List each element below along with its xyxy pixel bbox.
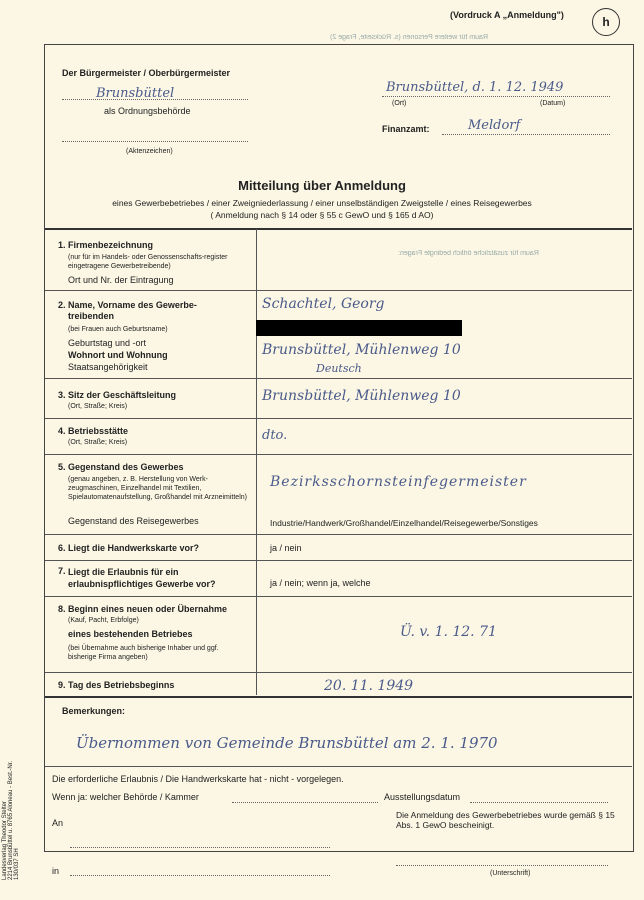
finanzamt-label: Finanzamt: [382,124,430,134]
row5-value: Bezirksschornsteinfegermeister [270,474,527,490]
row9-title: Tag des Betriebsbeginns [68,680,175,690]
row5-title: Gegenstand des Gewerbes [68,462,184,472]
row4-title: Betriebsstätte [68,426,129,436]
row1-title: Firmenbezeichnung [68,240,154,250]
row8-value: Ü. v. 1. 12. 71 [400,624,497,640]
publisher-line-2: 2214 Brunsbüttel u. 8765 Aloneau - Best.-Nr. 130/037 SH [8,760,20,880]
row2-nationality-value: Deutsch [316,362,362,375]
row3-number: 3. [58,390,66,400]
row2-nationality-label: Staatsangehörigkeit [68,362,148,372]
form-legal-basis: ( Anmeldung nach § 14 oder § 55 c GewO und § 165 d AO) [210,210,434,220]
footer-permit-line: Die erforderliche Erlaubnis / Die Handwerkskarte hat - nicht - vorgelegen. [52,774,344,784]
footer-authority-label: Wenn ja: welcher Behörde / Kammer [52,792,199,802]
row7-answer: ja / nein; wenn ja, welche [270,578,371,588]
row2-title: Name, Vorname des Gewerbe-treibenden [68,300,197,321]
row9-value: 20. 11. 1949 [324,678,414,694]
authority-subtitle: als Ordnungsbehörde [104,106,191,116]
row1-extra: Ort und Nr. der Eintragung [68,275,174,285]
footer-signature-label: (Unterschrift) [490,870,531,877]
authority-place: Brunsbüttel [96,86,175,101]
remarks-value: Übernommen von Gemeinde Brunsbüttel am 2. 1. 1970 [76,734,498,752]
row8-number: 8. [58,604,66,614]
footer-an-label: An [52,818,64,828]
remarks-label: Bemerkungen: [62,706,126,716]
row2-sub: (bei Frauen auch Geburtsname) [68,326,168,333]
row8-sub: (Kauf, Pacht, Erbfolge) [68,617,139,624]
row6-answer: ja / nein [270,543,302,553]
row7-title: Liegt die Erlaubnis für ein erlaubnispflichtiges Gewerbe vor? [68,567,216,589]
form-label: (Vordruck A „Anmeldung") [450,10,564,20]
row2-address-label: Wohnort und Wohnung [68,350,168,360]
place-date: Brunsbüttel, d. 1. 12. 1949 [386,80,564,95]
footer-certification: Die Anmeldung des Gewerbebetriebes wurde gemäß § 15 Abs. 1 GewO bescheinigt. [396,810,615,830]
form-title: Mitteilung über Anmeldung [238,178,406,193]
row2-number: 2. [58,300,66,310]
redaction-bar [256,320,462,336]
row1-number: 1. [58,240,66,250]
row5-sub: (genau angeben, z. B. Herstellung von Werk-zeugmaschinen, Einzelhandel mit Textilien, Spielautomatenaufstellung, Großhandel mit Arzneimitteln) [68,476,247,501]
row3-title: Sitz der Geschäftsleitung [68,390,177,400]
form-letter-badge: h [592,8,620,36]
authority-title: Der Bürgermeister / Oberbürgermeister [62,68,231,78]
row4-number: 4. [58,426,66,436]
row8-title: Beginn eines neuen oder Übernahme [68,604,228,614]
row7-number: 7. [58,566,66,576]
row5-extra: Gegenstand des Reisegewerbes [68,516,199,526]
row8-extra: eines bestehenden Betriebes [68,629,193,639]
row3-sub: (Ort, Straße; Kreis) [68,403,128,410]
form-frame [44,44,634,852]
row2-address-value: Brunsbüttel, Mühlenweg 10 [262,342,461,358]
row4-sub: (Ort, Straße; Kreis) [68,439,128,446]
row5-number: 5. [58,462,66,472]
row3-value: Brunsbüttel, Mühlenweg 10 [262,388,461,404]
ort-label: (Ort) [392,100,407,107]
row2-birth-label: Geburtstag und -ort [68,338,147,348]
row6-number: 6. [58,543,66,553]
datum-label: (Datum) [540,100,566,107]
footer-in-label: in [52,866,60,876]
footer-issue-date-label: Ausstellungsdatum [384,792,461,802]
row5-options: Industrie/Handwerk/Großhandel/Einzelhandel/Reisegewerbe/Sonstiges [270,518,538,528]
aktenzeichen-label: (Aktenzeichen) [126,148,173,155]
publisher-line-1: Landesverlag Theodor Stelter [2,801,8,880]
row9-number: 9. [58,680,66,690]
form-subtitle: eines Gewerbebetriebes / einer Zweigniederlassung / einer unselbständigen Zweigstelle / eines Reisegewerbes [112,198,532,208]
row4-value: dto. [262,428,288,443]
row6-title: Liegt die Handwerkskarte vor? [68,543,200,553]
row1-mirrored-text: Raum für zusätzliche örtlich bedingte Fragen: [398,250,539,257]
row2-name-value: Schachtel, Georg [262,296,385,312]
finanzamt-value: Meldorf [468,118,521,133]
row8-sub2: (bei Übernahme auch bisherige Inhaber und ggf. bisherige Firma angeben) [68,645,219,661]
mirrored-bleed-text: Raum für weitere Personen (s. Rückseite, Frage 2) [330,34,488,41]
row1-sub: (nur für im Handels- oder Genossenschafts-register eingetragene Gewerbetreibende) [68,254,228,270]
